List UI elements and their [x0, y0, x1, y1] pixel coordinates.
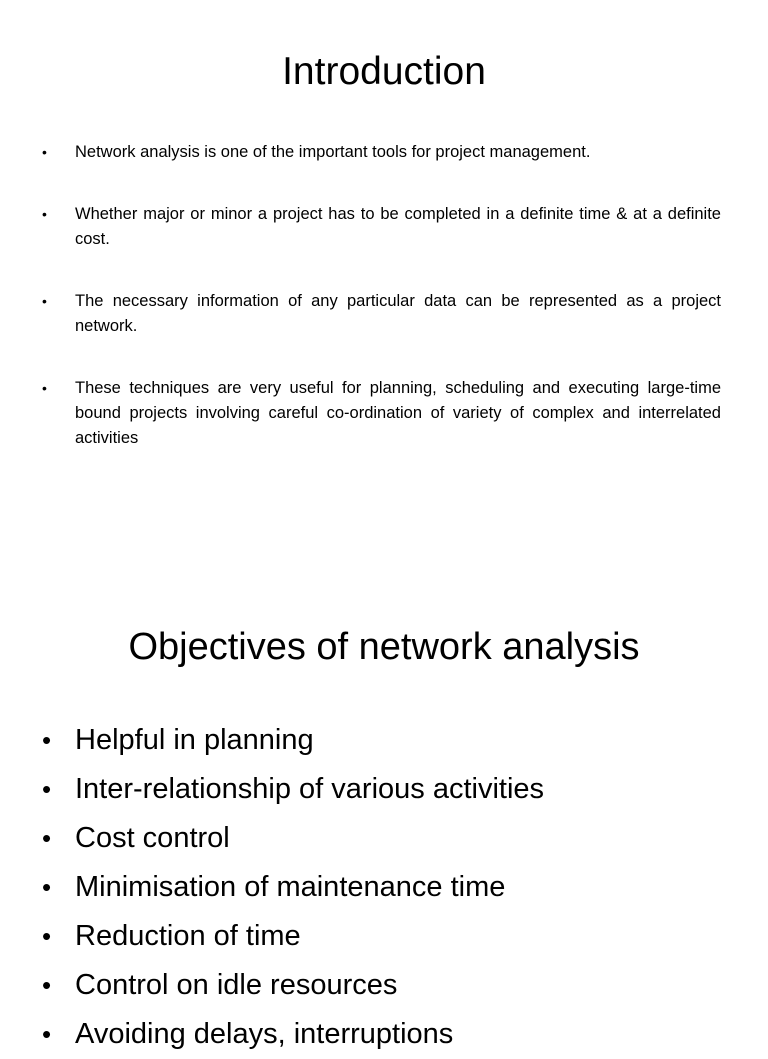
bullet-text: The necessary information of any particular data can be represented as a project network. [75, 292, 721, 335]
bullet-item [0, 814, 768, 863]
bullet-text: Control on idle resources [75, 969, 398, 1001]
bullet-list [0, 716, 768, 1059]
slide-title: Objectives of network analysis [128, 626, 640, 668]
bullet-item [0, 765, 768, 814]
bullet-item [0, 289, 768, 339]
bullet-item [0, 1010, 768, 1059]
bullet-item [0, 863, 768, 912]
bullet-text: Avoiding delays, interruptions [75, 1018, 454, 1050]
slide-introduction [0, 0, 768, 520]
bullet-item [0, 202, 768, 252]
bullet-dot-icon: • [42, 144, 47, 160]
bullet-dot-icon: • [42, 380, 47, 396]
bullet-item [0, 716, 768, 765]
bullet-dot-icon: • [42, 823, 52, 853]
bullet-item [0, 912, 768, 961]
bullet-text: Whether major or minor a project has to be completed in a definite time & at a definite cost. [75, 205, 721, 248]
bullet-item [0, 140, 768, 165]
bullet-text: Reduction of time [75, 920, 301, 952]
bullet-text: Network analysis is one of the important tools for project management. [75, 143, 591, 161]
bullet-list [0, 140, 768, 488]
bullet-dot-icon: • [42, 1019, 52, 1049]
bullet-dot-icon: • [42, 774, 52, 804]
bullet-text: Inter-relationship of various activities [75, 773, 545, 805]
bullet-item [0, 376, 768, 451]
bullet-dot-icon: • [42, 970, 52, 1000]
bullet-text: Minimisation of maintenance time [75, 871, 506, 903]
bullet-item [0, 961, 768, 1010]
bullet-dot-icon: • [42, 293, 47, 309]
bullet-dot-icon: • [42, 206, 47, 222]
bullet-dot-icon: • [42, 725, 52, 755]
bullet-dot-icon: • [42, 872, 52, 902]
slide-title: Introduction [282, 50, 486, 93]
bullet-dot-icon: • [42, 921, 52, 951]
bullet-text: Helpful in planning [75, 724, 314, 756]
bullet-text: These techniques are very useful for planning, scheduling and executing large-time bound projects involving careful co-ordination of variety of complex and interrelated activities [75, 379, 721, 447]
slide-objectives [0, 588, 768, 1050]
bullet-text: Cost control [75, 822, 230, 854]
